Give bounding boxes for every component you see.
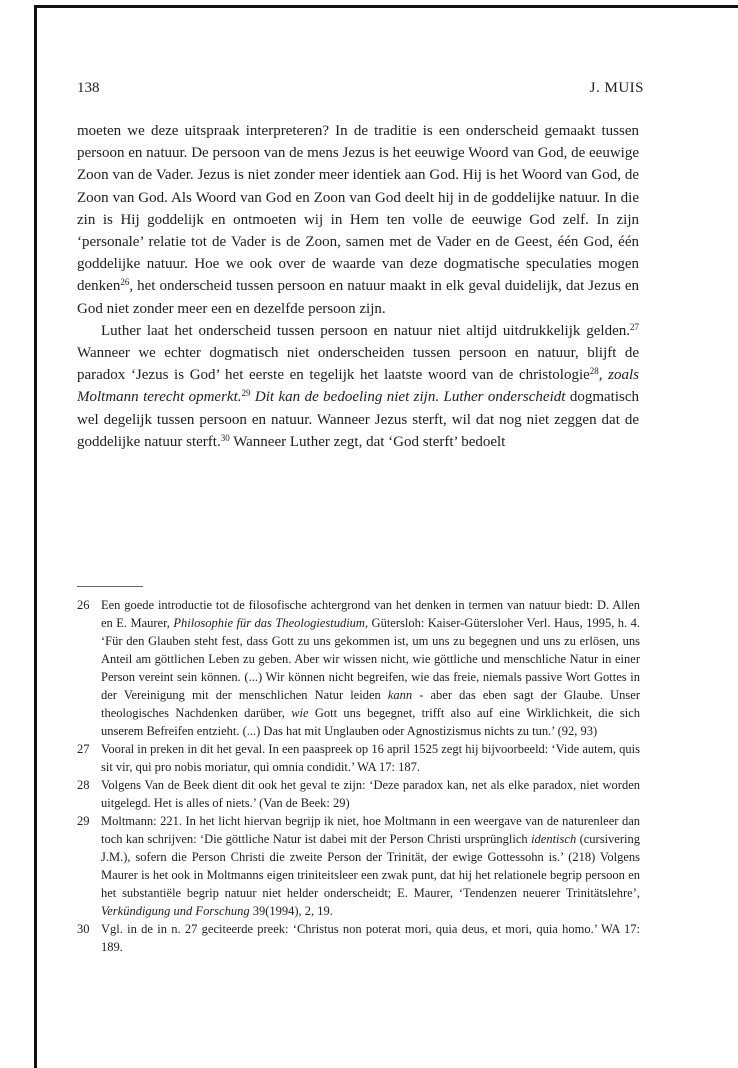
text-run: Volgens Van de Beek dient dit ook het geval te zijn: ‘Deze paradox kan, net als elke paradox, niet worden uitgelegd. Het is alles of niets.’ (Van de Beek: 29) bbox=[101, 778, 640, 810]
footnote bbox=[77, 776, 640, 812]
footnote-number: 28 bbox=[77, 778, 90, 792]
text-run: dogmatisch wel degelijk tussen persoon en natuur. Wanneer Jezus sterft, wil dat nog niet zeggen dat de goddelijke natuur sterft. bbox=[77, 389, 639, 450]
italic-run: Dit kan de bedoeling niet zijn. Luther onderscheidt bbox=[250, 389, 566, 406]
footnote-ref: 28 bbox=[589, 366, 599, 377]
paragraph bbox=[77, 120, 639, 320]
footnote-ref: 27 bbox=[630, 321, 639, 332]
text-run: Luther laat het onderscheid tussen persoon en natuur niet altijd uitdrukkelijk gelden. bbox=[101, 322, 630, 339]
footnote-number: 26 bbox=[77, 598, 90, 612]
text-run: Gott uns begegnet, trifft also auf eine Wirklichkeit, die sich unserem Befreifen entzieht. (...) Das hat mit Unglauben oder Agnostizismus nichts zu tun.’ (92, 93) bbox=[101, 706, 640, 738]
running-head bbox=[77, 80, 644, 100]
italic-run: kann bbox=[387, 688, 413, 702]
footnote bbox=[77, 596, 640, 740]
footnote bbox=[77, 920, 640, 956]
footnote bbox=[77, 740, 640, 776]
footnotes bbox=[77, 596, 640, 956]
author-running-head: J. MUIS bbox=[589, 80, 644, 96]
text-run: Vgl. in de in n. 27 geciteerde preek: ‘Christus non poterat mori, quia deus, et mori, quia homo.’ WA 17: 189. bbox=[101, 922, 640, 954]
footnote-ref: 30 bbox=[220, 432, 230, 443]
footnote-number: 27 bbox=[77, 742, 90, 756]
footnote-number: 30 bbox=[77, 922, 90, 936]
italic-run: Philosophie für das Theologiestudium bbox=[173, 616, 365, 630]
page-border-left bbox=[34, 5, 37, 1068]
footnote bbox=[77, 812, 640, 920]
text-run: (cursivering J.M.), sofern die Person Christi die zweite Person der Trinität, der ewige Gottessohn is.’ (218) Volgens Maurer is het ook in Moltmanns eigen triniteitsleer een zwak punt, dat hij het relationele begrip persoon en het substantiële begrip natuur niet helder onderscheidt; E. Maurer, ‘Tendenzen neuerer Trinitätslehre’, bbox=[101, 832, 640, 900]
footnote-number: 29 bbox=[77, 814, 90, 828]
body-text bbox=[77, 120, 639, 453]
text-run: 39(1994), 2, 19. bbox=[249, 904, 333, 918]
text-run: , Gütersloh: Kaiser-Gütersloher Verl. Haus, 1995, h. 4. ‘Für den Glauben steht fest, dass Gott zu uns gekommen ist, um uns zu begegnen und uns zu erlösen, uns Anteil am göttlichen Leben zu geben. Aber wir wissen nicht, wie göttliche und menschliche Natur in einer Person vereint sein können. (...) Wir können nicht begreifen, wie das freie, niemals passive Wort Gottes in der Vereinigung mit der menschlichen Natur leiden bbox=[101, 616, 641, 702]
paragraph bbox=[77, 320, 639, 453]
footnote-ref: 29 bbox=[241, 388, 251, 399]
text-run: Wanneer Luther zegt, dat ‘God sterft’ bedoelt bbox=[229, 433, 506, 450]
text-run: Vooral in preken in dit het geval. In een paaspreek op 16 april 1525 zegt hij bijvoorbeeld: ‘Vide autem, quis sit vir, qui pro nobis moriatur, qui omnia condidit.’ WA 17: 187. bbox=[101, 742, 640, 774]
text-run: Wanneer we echter dogmatisch niet onderscheiden tussen persoon en natuur, blijft de paradox ‘Jezus is God’ het eerste en tegelijk het laatste woord van de christologie bbox=[77, 345, 639, 384]
page-border-top bbox=[34, 5, 738, 8]
page-number: 138 bbox=[77, 80, 100, 96]
italic-run: wie bbox=[291, 706, 309, 720]
text-run: Moltmann: 221. In het licht hiervan begrijp ik niet, hoe Moltmann in een weergave van de naturenleer dan toch kan schrijven: ‘Die göttliche Natur ist dabei mit der Person Christi ursprünglich bbox=[101, 814, 640, 846]
italic-run: identisch bbox=[531, 832, 577, 846]
text-run: , bbox=[598, 367, 603, 384]
text-run: Een goede introductie tot de filosofische achtergrond van het denken in termen van natuur biedt: D. Allen en E. Maurer, bbox=[101, 598, 640, 630]
text-run: - aber das eben sagt der Glaube. Unser theologisches Nachdenken darüber, bbox=[101, 688, 640, 720]
text-run: moeten we deze uitspraak interpreteren? In de traditie is een onderscheid gemaakt tussen persoon en natuur. De persoon van de mens Jezus is het eeuwige Woord van God, de eeuwige Zoon van de Vader. Jezus is niet zonder meer identiek aan God. Hij is het Woord van God, de Zoon van God. Als Woord van God en Zoon van God deelt hij in de goddelijke natuur. In die zin is Hij goddelijk en ontmoeten wij in Hem ten volle de eeuwige God zelf. In zijn ‘personale’ relatie tot de Vader is de Zoon, samen met de Vader en de Geest, één God, één goddelijke natuur. Hoe we ook over de waarde van deze dogmatische speculaties mogen denken bbox=[77, 123, 639, 295]
footnote-ref: 26 bbox=[120, 277, 130, 288]
text-run: , het onderscheid tussen persoon en natuur maakt in elk geval duidelijk, dat Jezus en God niet zonder meer een en dezelfde persoon zijn. bbox=[77, 278, 639, 317]
footnote-separator bbox=[77, 586, 143, 587]
italic-run: Verkündigung und Forschung bbox=[101, 904, 250, 918]
italic-run: zoals Moltmann terecht opmerkt. bbox=[77, 367, 640, 406]
